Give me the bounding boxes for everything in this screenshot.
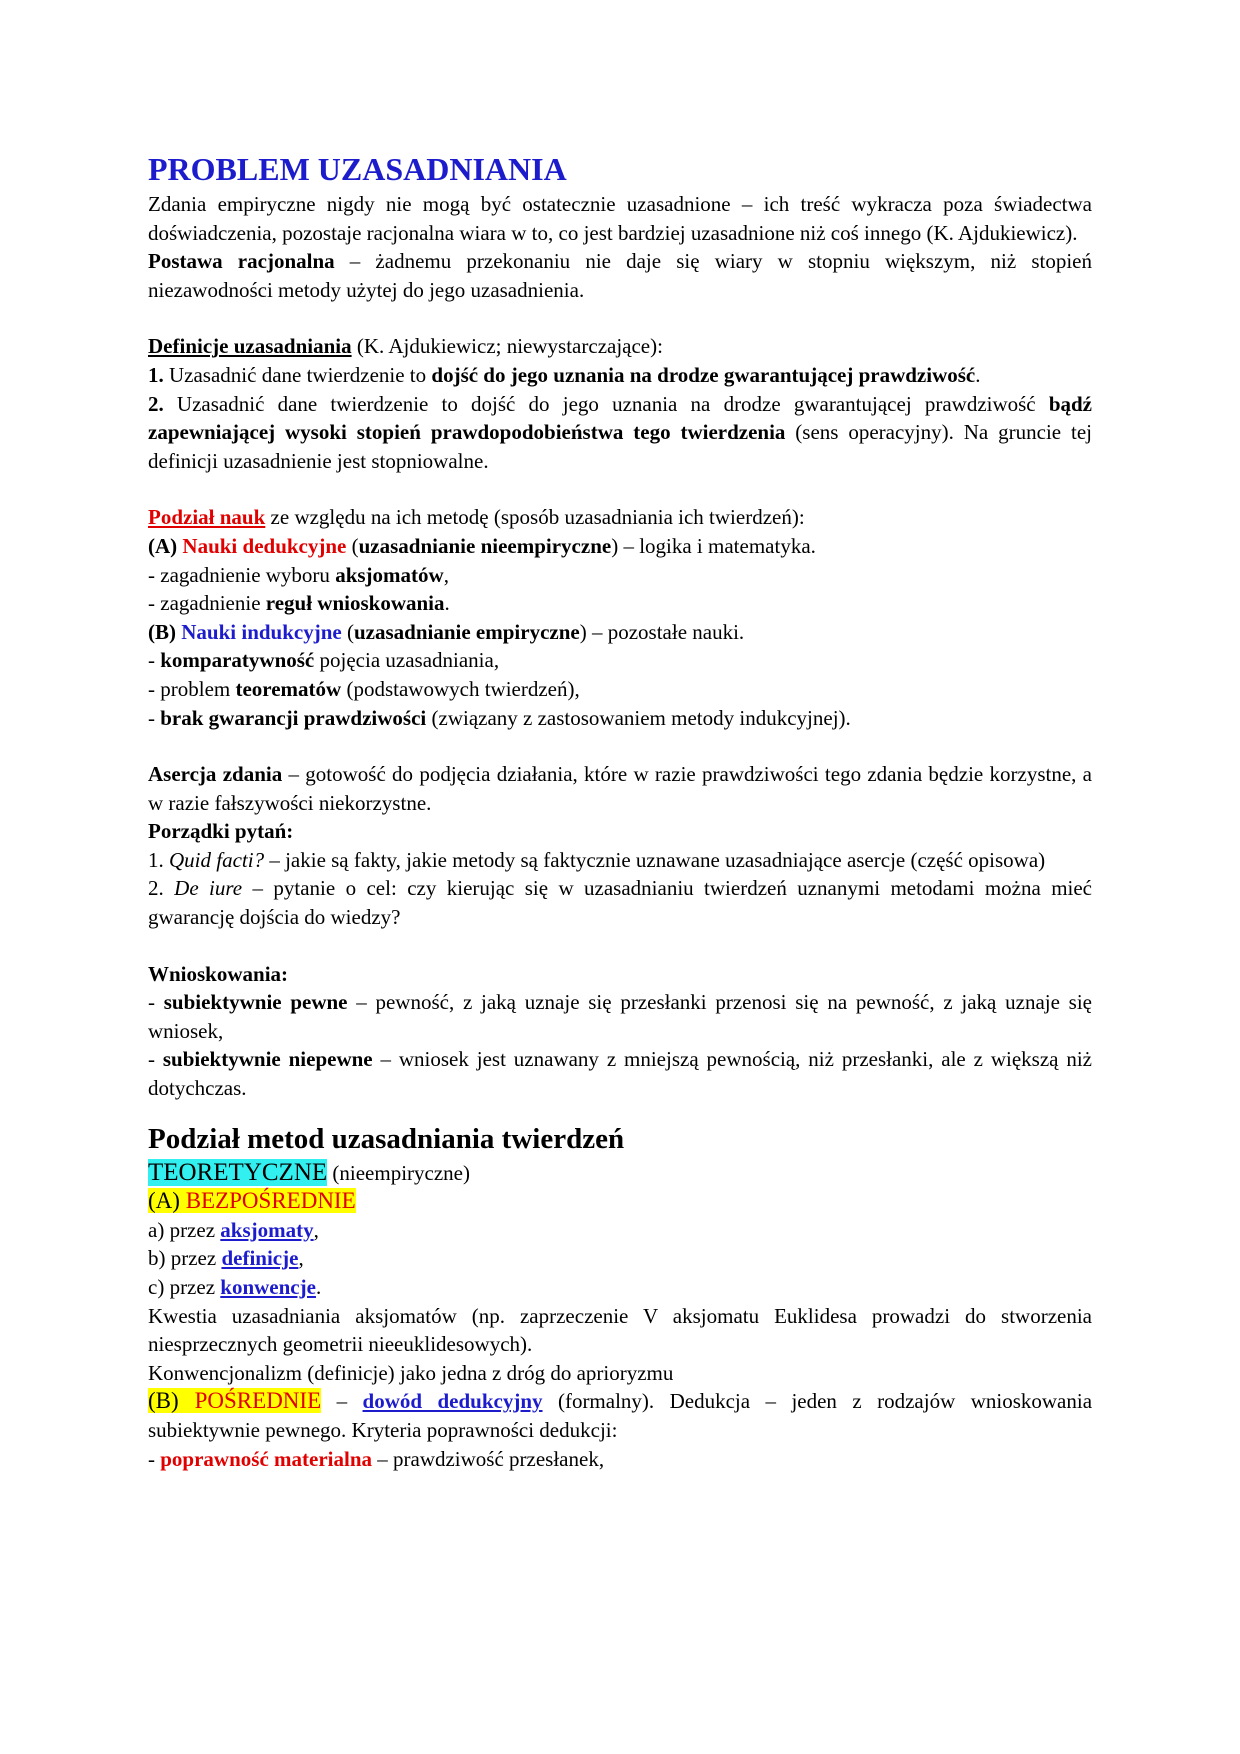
question-1-number: 1. xyxy=(148,847,169,872)
definition-2 xyxy=(148,390,1092,476)
list-item-bold: komparatywność xyxy=(160,648,315,673)
posrednie-label: (B) xyxy=(148,1388,195,1414)
question-2-number: 2. xyxy=(148,876,175,901)
list-item-prefix: - xyxy=(148,648,161,673)
list-item-bold: brak gwarancji prawdziwości xyxy=(160,705,427,730)
list-item-bold: teorematów xyxy=(235,676,342,701)
posrednie-paragraph xyxy=(148,1387,1092,1444)
list-item xyxy=(148,1273,1092,1302)
podzial-b-open: ( xyxy=(341,619,354,644)
definition-1-text: Uzasadnić dane twierdzenie to xyxy=(163,362,432,387)
definition-1-end: . xyxy=(975,362,981,387)
list-item-prefix: b) przez xyxy=(148,1246,222,1271)
spacer xyxy=(148,475,1092,503)
question-2-text: – pytanie o cel: czy kierując się w uzasadnianiu twierdzeń uznanymi metodami można mieć gwarancję dojścia do wiedzy? xyxy=(148,876,1093,930)
list-item-bold: reguł wnioskowania xyxy=(265,591,445,616)
podzial-term: Podział nauk xyxy=(148,505,266,530)
konwencjonalizm-paragraph: Konwencjonalizm (definicje) jako jedna z dróg do aprioryzmu xyxy=(148,1360,674,1385)
posrednie-dash: – xyxy=(321,1389,363,1414)
list-item xyxy=(148,704,1092,733)
definition-1-bold: dojść do jego uznania na drodze gwarantującej prawdziwość xyxy=(431,362,976,387)
postawa-paragraph xyxy=(148,247,1092,304)
definition-1-number: 1. xyxy=(148,362,164,387)
list-item xyxy=(148,1445,1092,1474)
list-item-prefix: - xyxy=(148,705,161,730)
podzial-heading xyxy=(148,503,1092,532)
definition-2-bold: bądź zapewniającej wysoki stopień prawdopodobieństwa tego twierdzenia xyxy=(148,391,1092,445)
teoretyczne-line xyxy=(148,1159,1092,1188)
list-item-prefix: c) przez xyxy=(148,1275,221,1299)
question-2 xyxy=(148,874,1092,931)
question-2-italic: De iure xyxy=(174,876,243,901)
list-item-prefix: - zagadnienie wyboru xyxy=(148,562,336,587)
definicje-heading xyxy=(148,332,1092,361)
bezposrednie-name: BEZPOŚREDNIE xyxy=(185,1188,356,1214)
definicje-note: (K. Ajdukiewicz; niewystarczające): xyxy=(351,334,663,359)
list-item xyxy=(148,988,1092,1045)
list-item xyxy=(148,1045,1092,1102)
list-item-end: , xyxy=(443,562,449,587)
spacer xyxy=(148,304,1092,332)
bezposrednie-label: (A) xyxy=(148,1188,186,1214)
bezposrednie-line xyxy=(148,1187,1092,1216)
list-item-text: – prawdziwość przesłanek, xyxy=(372,1446,605,1471)
podzial-a-bold: uzasadnianie nieempiryczne xyxy=(358,533,612,558)
posrednie-name: POŚREDNIE xyxy=(194,1388,322,1414)
list-item-end: , xyxy=(298,1246,304,1271)
podzial-b-label: (B) xyxy=(148,619,182,644)
document-page xyxy=(148,150,1092,1473)
porzadki-heading: Porządki pytań: xyxy=(148,819,294,844)
list-item-prefix: - xyxy=(148,1446,161,1471)
asercja-paragraph xyxy=(148,760,1092,817)
question-1-italic: Quid facti? xyxy=(169,847,265,872)
aksjomaty-link[interactable]: aksjomaty xyxy=(220,1217,314,1242)
spacer xyxy=(148,932,1092,960)
podzial-b-end: ) – pozostałe nauki. xyxy=(579,619,745,644)
question-1-text: – jakie są fakty, jakie metody są faktycznie uznawane uzasadniające asercje (część opisowa) xyxy=(264,847,1046,872)
definicje-term: Definicje uzasadniania xyxy=(148,334,352,359)
spacer xyxy=(148,732,1092,760)
section-heading: Podział metod uzasadniania twierdzeń xyxy=(148,1122,625,1155)
list-item-bold: poprawność materialna xyxy=(160,1446,372,1471)
intro-paragraph: Zdania empiryczne nigdy nie mogą być ostatecznie uzasadnione – ich treść wykracza poza świadectwa doświadczenia, pozostaje racjonalna wiara w to, co jest bardziej uzasadnione niż coś innego (K. Ajdukiewicz). xyxy=(148,192,1092,245)
definition-2-text: Uzasadnić dane twierdzenie to dojść do jego uznania na drodze gwarantującej prawdziwość xyxy=(163,391,1049,416)
kwestia-paragraph: Kwestia uzasadniania aksjomatów (np. zaprzeczenie V aksjomatu Euklidesa prowadzi do stworzenia niesprzecznych geometrii nieeuklidesowych). xyxy=(148,1303,1092,1357)
podzial-text: ze względu na ich metodę (sposób uzasadniania ich twierdzeń): xyxy=(265,505,805,530)
definition-2-number: 2. xyxy=(148,391,164,416)
list-item-end: (związany z zastosowaniem metody indukcyjnej). xyxy=(426,705,851,730)
teoretyczne-note: (nieempiryczne) xyxy=(327,1160,470,1185)
konwencje-link[interactable]: konwencje xyxy=(220,1275,316,1299)
list-item-prefix: a) przez xyxy=(148,1217,221,1242)
wnioskowania-heading: Wnioskowania: xyxy=(148,961,289,986)
podzial-a xyxy=(148,532,1092,561)
podzial-a-label: (A) xyxy=(148,533,183,558)
posrednie-highlight xyxy=(148,1388,321,1413)
asercja-text: – gotowość do podjęcia działania, które w razie prawdziwości tego zdania będzie korzystne, a w razie fałszywości niekorzystne. xyxy=(148,762,1092,815)
list-item-end: pojęcia uzasadniania, xyxy=(314,648,500,673)
question-1 xyxy=(148,846,1092,875)
definition-1 xyxy=(148,361,1092,390)
list-item xyxy=(148,1244,1092,1273)
list-item-text: – pewność, z jaką uznaje się przesłanki przenosi się na pewność, z jaką uznaje się wniosek, xyxy=(148,990,1092,1043)
list-item-end: . xyxy=(444,591,450,616)
list-item-prefix: - zagadnienie xyxy=(148,591,266,616)
list-item-bold: aksjomatów xyxy=(335,562,444,587)
podzial-b-name: Nauki indukcyjne xyxy=(181,619,342,644)
postawa-term: Postawa racjonalna xyxy=(148,249,335,274)
list-item-bold: subiektywnie niepewne xyxy=(162,1047,373,1072)
list-item-prefix: - problem xyxy=(148,676,236,701)
definition-2-end: (sens operacyjny). Na gruncie tej definicji uzasadnienie jest stopniowalne. xyxy=(148,420,1092,473)
list-item-prefix: - xyxy=(148,1047,163,1072)
list-item-bold: subiektywnie pewne xyxy=(163,990,348,1015)
list-item xyxy=(148,561,1092,590)
teoretyczne-label: TEORETYCZNE xyxy=(148,1158,328,1186)
bezposrednie-highlight xyxy=(148,1188,356,1213)
podzial-b xyxy=(148,618,1092,647)
list-item-prefix: - xyxy=(148,990,164,1015)
podzial-a-name: Nauki dedukcyjne xyxy=(182,533,347,558)
page-title: PROBLEM UZASADNIANIA xyxy=(148,151,567,187)
list-item xyxy=(148,1216,1092,1245)
list-item xyxy=(148,589,1092,618)
posrednie-text: (formalny). Dedukcja – jeden z rodzajów wnioskowania subiektywnie pewnego. Kryteria poprawności dedukcji: xyxy=(148,1389,1093,1442)
podzial-b-bold: uzasadnianie empiryczne xyxy=(353,619,580,644)
dowod-dedukcyjny-link[interactable]: dowód dedukcyjny xyxy=(362,1389,543,1414)
list-item xyxy=(148,675,1092,704)
postawa-text: – żadnemu przekonaniu nie daje się wiary w stopniu większym, niż stopień niezawodności metody użytej do jego uzasadnienia. xyxy=(148,249,1092,302)
asercja-term: Asercja zdania xyxy=(148,762,283,787)
list-item-text: – wniosek jest uznawany z mniejszą pewnością, niż przesłanki, ale z większą niż dotychczas. xyxy=(148,1047,1092,1101)
list-item xyxy=(148,646,1092,675)
list-item-end: (podstawowych twierdzeń), xyxy=(341,676,580,701)
podzial-a-open: ( xyxy=(346,533,359,558)
definicje-link[interactable]: definicje xyxy=(221,1246,299,1271)
podzial-a-end: ) – logika i matematyka. xyxy=(611,533,816,558)
list-item-end: . xyxy=(315,1275,322,1299)
list-item-end: , xyxy=(313,1217,319,1242)
